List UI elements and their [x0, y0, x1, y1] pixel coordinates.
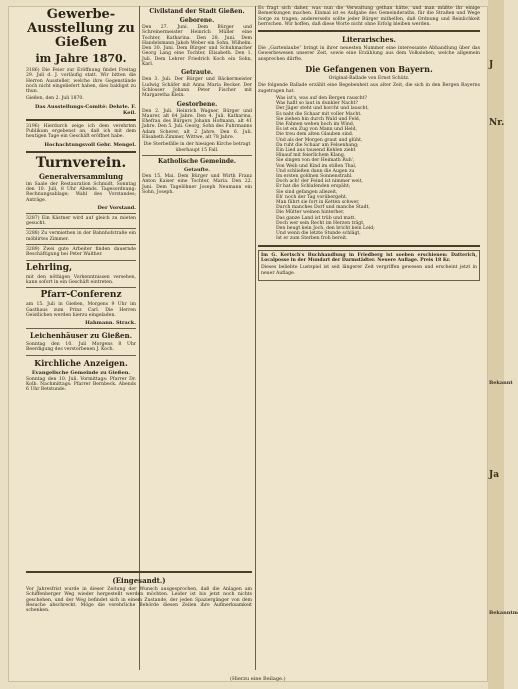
poem-title: Die Gefangenen von Bayern. — [305, 64, 433, 75]
lehrling-title: Lehrling, — [26, 262, 73, 273]
poem-line: Die Mütter weinen hinterher, — [276, 210, 345, 216]
poem-line: Sie sind gefangen allezeit, — [276, 189, 338, 195]
lehrling-text: mit den nöthigen Vorkenntnissen versehen, kann sofort in ein Geschäft eintreten. — [26, 274, 136, 285]
exhibit-title: Gewerbe-Ausstellung zu Gießen — [27, 7, 135, 50]
exhibit-text: 3186) Die Feier zur Eröffnung findet Freitag 29. Juli d. J. vorläufig statt. Wir bitten die Herren Aussteller, welche ihre Gegenstände noch nicht eingeliefert haben, dies baldigst zu thun. — [26, 68, 136, 95]
poem-line: Hinauf mit feierlichem Klang. — [276, 153, 346, 159]
poem-line: Was hallt so laut in dunkler Nacht? — [276, 101, 358, 107]
generalversammlung-heading: Generalversammlung — [38, 171, 124, 181]
turnverein-signature: Der Vorstand. — [97, 204, 136, 211]
katholisch-subtitle: Getaufte. — [183, 166, 211, 173]
poem-intro: Die folgende Ballade erzählt eine Begebenheit aus alter Zeit, die sich in den Bergen Bayerns zugetragen hat. — [258, 83, 480, 94]
pfarr-text: am 15. Juli in Gießen, Morgens 9 Uhr im Gasthaus zum Prinz Carl. Die Herren Geistlichen werden hierzu eingeladen. — [26, 302, 136, 318]
gestorbene-title: Gestorbene. — [176, 100, 218, 108]
bookshop-ad-text: Im G. Kertsch's Buchhandlung in Friedberg ist soeben erschienen: Datterich, Localposse in der Mundart der Darmstädter. Neuere Auflage. Preis 18 Kr. — [261, 252, 477, 263]
exhibit-subtitle: im Jahre 1870. — [35, 52, 127, 65]
eingesandt-text: Vor Jahresfrist wurde in dieser Zeitung der Wunsch ausgesprochen, daß die Anlagen am Schiffenberger Weg wieder hergestellt werden möchten. Leider ist bis jetzt noch nichts geschehen, und der Weg befindet sich in einem Zustande, der jeden Spaziergänger von dem Besuche abschreckt. Möge die verehrliche Behörde diesen Zeilen ihre Aufmerksamkeit schenken. — [26, 587, 252, 614]
literary-title: Literarisches. — [342, 35, 396, 45]
strip-letter: Nr. — [489, 118, 505, 128]
poem-line: Durch manches Dorf und manche Stadt, — [276, 205, 370, 211]
pfarr-title: Pfarr-Conferenz — [40, 290, 122, 301]
poem-line: Und schließen dann die Augen zu — [276, 168, 355, 174]
notice-signature: Hochachtungsvoll Gebr. Mengel. — [44, 141, 136, 148]
column-right — [258, 6, 480, 283]
poem-line: Die Fahnen wehen hoch im Wind, — [276, 121, 355, 127]
katholisch-text: Den 15. Mai. Dem Bürger und Wirth Franz Anton Kaiser eine Tochter, Maria. Den 22. Juni. Dem Tagelöhner Joseph Neumann ein Sohn, Joseph. — [142, 173, 252, 195]
poem-line: Doch wer sein Recht im Herzen trägt, — [276, 220, 365, 226]
exhibit-signature: Das Ausstellungs-Comité: Dehrle. F. Keil. — [35, 103, 136, 116]
poem-line: Sie ziehen hin durch Wald und Feld, — [276, 116, 361, 122]
poem-line: Das ganze Land ist trüb und matt. — [276, 215, 356, 221]
column-left — [26, 6, 136, 395]
geborene-title: Geborene. — [179, 17, 215, 24]
gestorbene-text: Den 2. Juli. Heinrich Wagner, Bürger und Maurer, alt 64 Jahre. Den 4. Juli. Katharina, Ehefrau des Bürgers Johann Hofmann, alt 41 Jahre. Den 5. Juli. Georg, Sohn des Fuhrmanns Adam Scherer, alt 2 Jahre. Den 6. Juli. Elisabeth Zimmer, Wittwe, alt 78 Jahre. — [142, 108, 252, 141]
bookshop-ad-text2: Dieses beliebte Lustspiel ist seit längerer Zeit vergriffen gewesen und erscheint jetzt in neuer Auflage. — [261, 265, 477, 276]
poem-line: Der Jäger steht und horcht und lauscht, — [276, 106, 369, 112]
pfarr-signature: Hahmann. Strack. — [85, 320, 136, 327]
turnverein-text: im Saale der Restauration Schmidt, Sonntag den 10. Juli, 8 Uhr Abends. Tagesordnung: Rechnungsablage; Wahl des Vorstandes; Anträge. — [26, 181, 136, 203]
poem-line: Man führt sie fort in Ketten schwer, — [276, 200, 360, 206]
total-line: Die Sterbefälle in der hiesigen Kirche betragt überhaupt 15 Fall. — [143, 142, 251, 153]
poem-line: Es naht die Schaar mit voller Macht. — [276, 111, 362, 117]
poem-line: Die treu dem alten Glauben sind. — [276, 132, 354, 138]
poem-line: Es ist ein Zug von Mann und Held, — [276, 127, 357, 133]
kirche-text: Sonntag den 10. Juli. Vormittags: Pfarrer Dr. Kolb. Nachmittags: Pfarrer Bernbeck. Abends 6 Uhr Betstunde. — [26, 376, 136, 393]
strip-letter: Ja — [489, 470, 500, 480]
strip-letter: J — [489, 60, 494, 70]
eingesandt-section — [26, 568, 252, 615]
ad-3288: 3288) Zu vermiethen in der Bahnhofstraße ein möblirtes Zimmer. — [26, 231, 136, 242]
poem-line: Da ruht die Schaar am Felsenhang; — [276, 142, 359, 148]
ad-3287: 3287) Ein Kästner wird auf gleich zu mieten gesucht. — [26, 215, 136, 227]
getraute-title: Getraute. — [181, 69, 213, 77]
strip-letter: Bekannt — [489, 380, 513, 386]
poem-subtitle: Original-Ballade von Ernst Schütz. — [328, 76, 410, 82]
kirche-subtitle: Evangelische Gemeinde zu Gießen. — [31, 369, 131, 376]
poem-line: Sie singen von der Heimath Ruh', — [276, 158, 355, 164]
poem-line: Den beugt kein Joch, den bricht kein Leid; — [276, 226, 375, 232]
geborene-text: Den 27. Juni. Dem Bürger und Schreinermeister Heinrich Müller eine Tochter, Katharina. Den 28. Juni. Dem Handelsmann Jakob Weber ein Sohn, Wilhelm. Den 30. Juni. Dem Bürger und Schuhmacher Georg Lang eine Tochter, Elisabeth. Den 1. Juli. Dem Lehrer Friedrich Koch ein Sohn, Karl. — [142, 25, 252, 68]
poem-line: Doch ach! der Feind ist nimmer weit, — [276, 179, 363, 185]
getraute-text: Den 3. Juli. Der Bürger und Bäckermeister Ludwig Schäfer mit Anna Maria Becker. Der Schlosser Johann Peter Fischer mit Margaretha Klein. — [142, 77, 252, 99]
poem-line: Eh' noch der Tag vorübergeht. — [276, 194, 348, 200]
poem-line: Ist er zum Sterben froh bereit. — [276, 236, 348, 242]
poem-line: Von Weib und Kind im stillen Thal, — [276, 163, 357, 169]
footer-note: (Hierzu eine Beilage.) — [230, 676, 286, 682]
column-middle — [142, 6, 252, 197]
exhibit-date: Gießen, den 2. Juli 1870. — [26, 96, 84, 102]
poem-line: Was ist's, was auf den Bergen rauscht? — [276, 95, 367, 101]
notice-3196: 3196) Hierdurch zeige ich dem verehrten Publikum ergebenst an, daß ich mit dem heutigen Tage ein Geschäft eröffnet habe. — [26, 123, 136, 140]
column-divider — [255, 6, 256, 670]
friedhof-text: Sonntag den 10. Juli Morgens 8 Uhr Beerdigung des verstorbenen J. Koch. — [26, 342, 136, 353]
poem-line: Im ersten goldnen Sonnenstrahl. — [276, 174, 353, 180]
poem-body — [276, 96, 480, 242]
poem-line: Er hat die Schlafenden erspäht; — [276, 184, 351, 190]
poem-line: Und wenn die letzte Stunde schlägt, — [276, 231, 361, 237]
bookshop-ad — [258, 250, 480, 281]
kirche-title: Kirchliche Anzeigen. — [34, 357, 128, 368]
literary-text: Die „Gartenlaube“ bringt in ihrer neuesten Nummer eine interessante Abhandlung über das Gewerbewesen unserer Zeit, sowie eine Erzählung aus dem Volksleben, welche allgemein ansprechen dürfte. — [258, 46, 480, 62]
adjacent-page-strip — [488, 0, 518, 689]
poem-line: Und als der Morgen graut und glüht, — [276, 137, 363, 143]
eingesandt-title: (Eingesandt.) — [112, 576, 166, 585]
ad-3289: 3289) Zwei gute Arbeiter finden dauernde Beschäftigung bei Peter Walther. — [26, 247, 136, 258]
intro-text: Es fragt sich daher, was nun die Verwaltung gethan hätte, und man müßte ihr einige Bemerkungen machen. Einmal ist es Aufgabe des Gemeinderaths, für die Straßen und Wege Sorge zu tragen; andererseits sollte jeder Bürger mithelfen, daß Ordnung und Reinlichkeit herrschen. Wir hoffen, daß diese Worte nicht ohne Erfolg bleiben werden. — [258, 6, 480, 27]
katholisch-title: Katholische Gemeinde. — [158, 157, 236, 165]
turnverein-title: Turnverein. — [35, 154, 127, 171]
strip-letter: Bekanntm — [489, 610, 518, 616]
friedhof-title: Leichenhäuser zu Gießen. — [29, 331, 133, 341]
poem-line: Ein Lied aus tausend Kehlen zieht — [276, 148, 356, 153]
civilstand-header: Civilstand der Stadt Gießen. — [149, 8, 245, 15]
